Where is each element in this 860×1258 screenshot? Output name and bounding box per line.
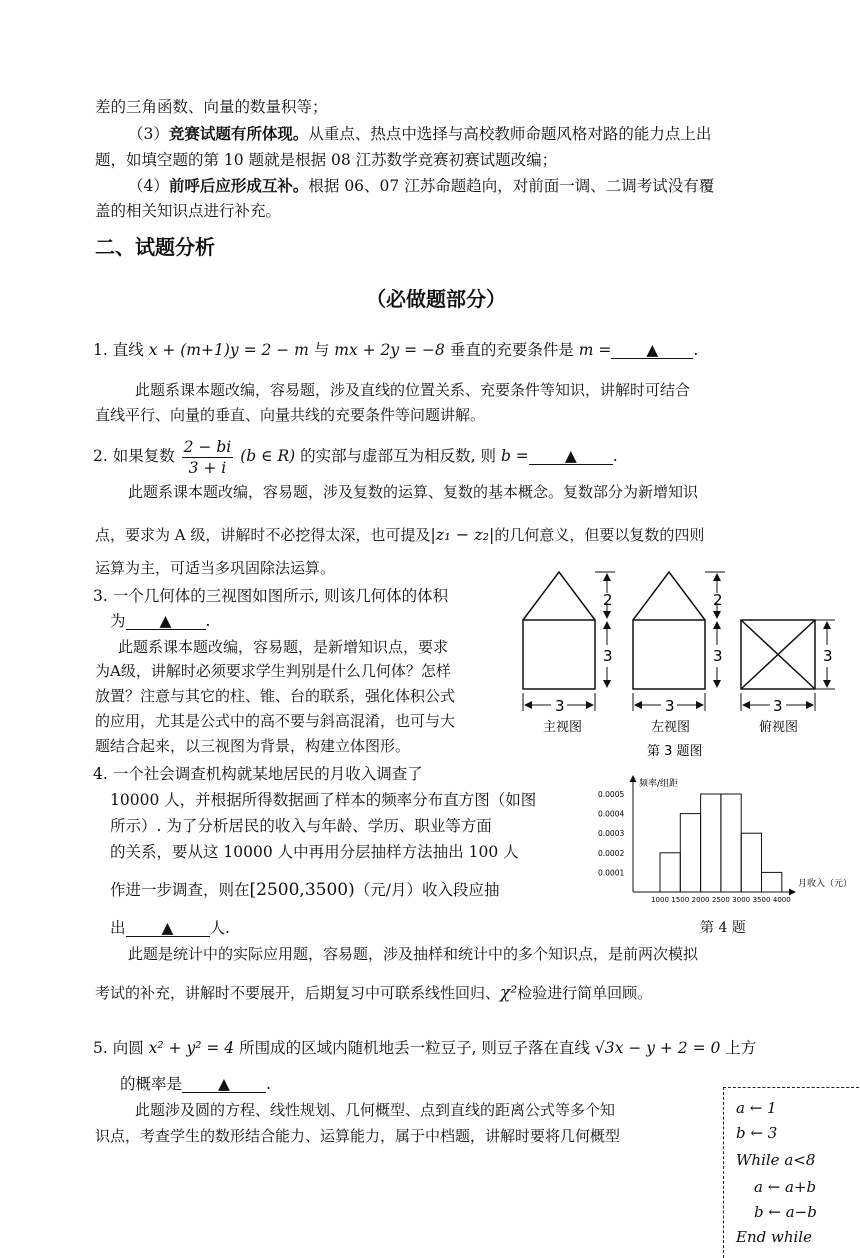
- q1-tail: 垂直的充要条件是: [449, 341, 574, 359]
- q2-end: .: [612, 447, 618, 465]
- main-view-dimensions: [523, 572, 615, 711]
- three-view-figure: [515, 565, 860, 765]
- main-view-label: 主视图: [543, 720, 583, 735]
- x-tick-label: 4000: [772, 896, 791, 904]
- q2-fraction-denominator: 3 + i: [188, 458, 227, 477]
- code-line: b ← a−b: [754, 1203, 817, 1221]
- q2-fraction-numerator: 2 − bi: [183, 437, 232, 456]
- intro-item-4: [128, 176, 714, 196]
- y-tick-label: 0.0004: [598, 809, 625, 819]
- code-line: While a<8: [736, 1151, 816, 1169]
- histogram-bar: [762, 872, 782, 892]
- code-line: b ← 3: [736, 1124, 778, 1142]
- q2-fraction: [182, 437, 234, 478]
- code-line: a ← 1: [736, 1099, 777, 1117]
- q4-line-2: 10000 人，并根据所得数据画了样本的频率分布直方图（如图: [110, 791, 537, 809]
- y-tick-label: 0.0002: [598, 848, 625, 858]
- intro-item-3: [128, 124, 711, 144]
- q5-num: 5. 向圆: [93, 1039, 144, 1057]
- q1-num: 1. 直线: [93, 341, 144, 359]
- left-view-label: 左视图: [651, 720, 691, 735]
- q1-end: .: [693, 341, 699, 359]
- answer-blank: ▲: [126, 920, 210, 937]
- q2-analysis-3: 运算为主，可适当多巩固除法运算。: [95, 559, 336, 577]
- q4-line-4: 的关系，要从这 10000 人中再用分层抽样方法抽出 100 人: [110, 843, 519, 861]
- q2-var: b =: [500, 447, 529, 465]
- chi-square-symbol: χ²: [500, 983, 518, 1003]
- q2-analysis-text: 点，要求为 A 级，讲解时不必挖得太深，也可提及: [95, 526, 431, 544]
- q2-modulus-expression: |z₁ − z₂|: [430, 525, 495, 544]
- x-tick-label: 1500: [671, 896, 690, 904]
- q2-tail: 的实部与虚部互为相反数, 则: [300, 447, 496, 465]
- section-title: 二、试题分析: [95, 235, 215, 259]
- item-number: （3）: [128, 125, 169, 143]
- income-interval: [2500,3500): [249, 880, 355, 900]
- answer-blank: ▲: [126, 613, 206, 630]
- q3-analysis-5: 题结合起来，以三视图为背景，构建立体图形。: [95, 737, 411, 755]
- x-tick-label: 3000: [732, 896, 751, 904]
- item-number: （4）: [128, 177, 169, 195]
- answer-blank: ▲: [182, 1076, 266, 1093]
- frequency-histogram: [595, 772, 855, 912]
- body-height-label: 3: [603, 647, 613, 665]
- q2-analysis-1: 此题系课本题改编，容易题，涉及复数的运算、复数的基本概念。复数部分为新增知识: [128, 483, 699, 501]
- y-tick-label: 0.0005: [598, 790, 625, 799]
- histogram-caption: 第 4 题: [700, 920, 746, 936]
- q4-analysis-1: 此题是统计中的实际应用题，容易题，涉及抽样和统计中的多个知识点，是前两次模拟: [128, 945, 699, 963]
- q4-line5-text: 作进一步调查，则在: [110, 881, 250, 899]
- q5-line-2: [120, 1074, 271, 1094]
- x-axis-label: 月收入（元）: [798, 879, 853, 889]
- q1-mid: 与: [313, 341, 330, 359]
- x-tick-label: 3500: [752, 896, 771, 904]
- histogram-bar: [660, 853, 680, 892]
- q2-analysis-text-2: 的几何意义，但要以复数的四则: [494, 526, 705, 544]
- q3-line-2: [110, 611, 210, 631]
- answer-blank: ▲: [529, 448, 613, 465]
- width-label: 3: [773, 697, 783, 715]
- top-view: [741, 620, 815, 689]
- pseudo-code-box: [723, 1087, 859, 1258]
- q3-analysis-2: 为A级，讲解时必须要求学生判别是什么几何体？怎样: [95, 662, 451, 680]
- body-height-label: 3: [713, 647, 723, 665]
- y-axis-label: 频率/组距: [639, 779, 679, 789]
- q5-analysis-2: 识点，考查学生的数形结合能力、运算能力，属于中档题，讲解时要将几何概型: [95, 1127, 621, 1145]
- main-view: [523, 572, 595, 689]
- q1-analysis-1: 此题系课本题改编，容易题，涉及直线的位置关系、充要条件等知识，讲解时可结合: [135, 381, 691, 399]
- histogram-bar: [721, 794, 741, 892]
- q5-line2-text: 的概率是: [120, 1075, 183, 1093]
- question-1: [93, 340, 698, 360]
- histogram-bar: [701, 794, 721, 892]
- q3-line-1: 3. 一个几何体的三视图如图所示, 则该几何体的体积: [93, 587, 449, 605]
- q4-analysis-text: 考试的补充，讲解时不要展开，后期复习中可联系线性回归、: [95, 984, 501, 1002]
- circle-equation: x² + y² = 4: [148, 1039, 235, 1057]
- q2-num: 2. 如果复数: [93, 447, 175, 465]
- q5-mid: 所围成的区域内随机地丢一粒豆子, 则豆子落在直线: [239, 1039, 590, 1057]
- item-text: 根据 06、07 江苏命题趋向，对前面一调、二调考试没有覆: [308, 177, 715, 195]
- q4-line5-text-2: （元/月）收入段应抽: [354, 881, 500, 899]
- q2-analysis-2: [95, 525, 704, 545]
- q3-analysis-1: 此题系课本题改编，容易题，是新增知识点，要求: [118, 638, 449, 656]
- q4-line6-text: 出: [110, 919, 126, 937]
- roof-height-label: 2: [713, 591, 723, 609]
- depth-label: 3: [823, 647, 833, 665]
- item-text: 从重点、热点中选择与高校教师命题风格对路的能力点上出: [308, 125, 712, 143]
- q4-line-6: [110, 918, 230, 938]
- q3-end: .: [205, 612, 211, 630]
- q3-analysis-4: 的应用，尤其是公式中的高不要与斜高混淆，也可与大: [95, 712, 456, 730]
- subsection-title: （必做题部分）: [366, 287, 506, 311]
- top-view-label: 俯视图: [759, 720, 799, 735]
- intro-line-1: 差的三角函数、向量的数量积等；: [95, 98, 328, 116]
- q4-line-3: 所示）. 为了分析居民的收入与年龄、学历、职业等方面: [110, 817, 492, 835]
- question-2: [93, 433, 618, 479]
- figure-caption: 第 3 题图: [647, 744, 703, 759]
- q1-analysis-2: 直线平行、向量的垂直、向量共线的充要条件等问题讲解。: [95, 406, 486, 424]
- q4-analysis-text-2: 检验进行简单回顾。: [517, 984, 653, 1002]
- code-line: a ← a+b: [754, 1178, 817, 1196]
- y-tick-label: 0.0003: [598, 829, 625, 839]
- roof-height-label: 2: [603, 591, 613, 609]
- q1-line-1-equation: x + (m+1)y = 2 − m: [148, 341, 309, 359]
- width-label: 3: [555, 697, 565, 715]
- x-tick-label: 2500: [711, 896, 730, 904]
- question-5: [93, 1038, 756, 1058]
- q2-condition: (b ∈ R): [240, 447, 296, 465]
- y-tick-label: 0.0001: [598, 868, 625, 878]
- q4-line6-unit: 人.: [209, 919, 230, 937]
- q1-var: m =: [578, 341, 612, 359]
- q3-line2-text: 为: [110, 612, 126, 630]
- q3-analysis-3: 放置？注意与其它的柱、锥、台的联系，强化体积公式: [95, 687, 456, 705]
- x-tick-label: 1000: [651, 896, 669, 904]
- left-view: [633, 572, 705, 689]
- item-heading: 前呼后应形成互补。: [168, 177, 309, 195]
- q5-tail: 上方: [725, 1039, 757, 1057]
- q5-end: .: [266, 1075, 271, 1093]
- histogram-bar: [741, 833, 761, 892]
- x-tick-label: 2000: [691, 896, 710, 904]
- item-heading: 竞赛试题有所体现。: [168, 125, 309, 143]
- q4-line-1: 4. 一个社会调查机构就某地居民的月收入调查了: [93, 765, 423, 783]
- intro-item-4-cont: 盖的相关知识点进行补充。: [95, 202, 282, 220]
- q4-analysis-2: [95, 983, 652, 1003]
- q5-analysis-1: 此题涉及圆的方程、线性规划、几何概型、点到直线的距离公式等多个知: [135, 1101, 616, 1119]
- answer-blank: ▲: [611, 342, 693, 359]
- code-line: End while: [736, 1228, 812, 1246]
- width-label: 3: [665, 697, 675, 715]
- intro-item-3-cont: 题，如填空题的第 10 题就是根据 08 江苏数学竞赛初赛试题改编；: [95, 151, 558, 169]
- histogram-bar: [680, 814, 700, 892]
- q1-line-2-equation: mx + 2y = −8: [334, 341, 445, 359]
- line-equation: √3x − y + 2 = 0: [594, 1039, 721, 1057]
- q4-line-5: [110, 880, 499, 900]
